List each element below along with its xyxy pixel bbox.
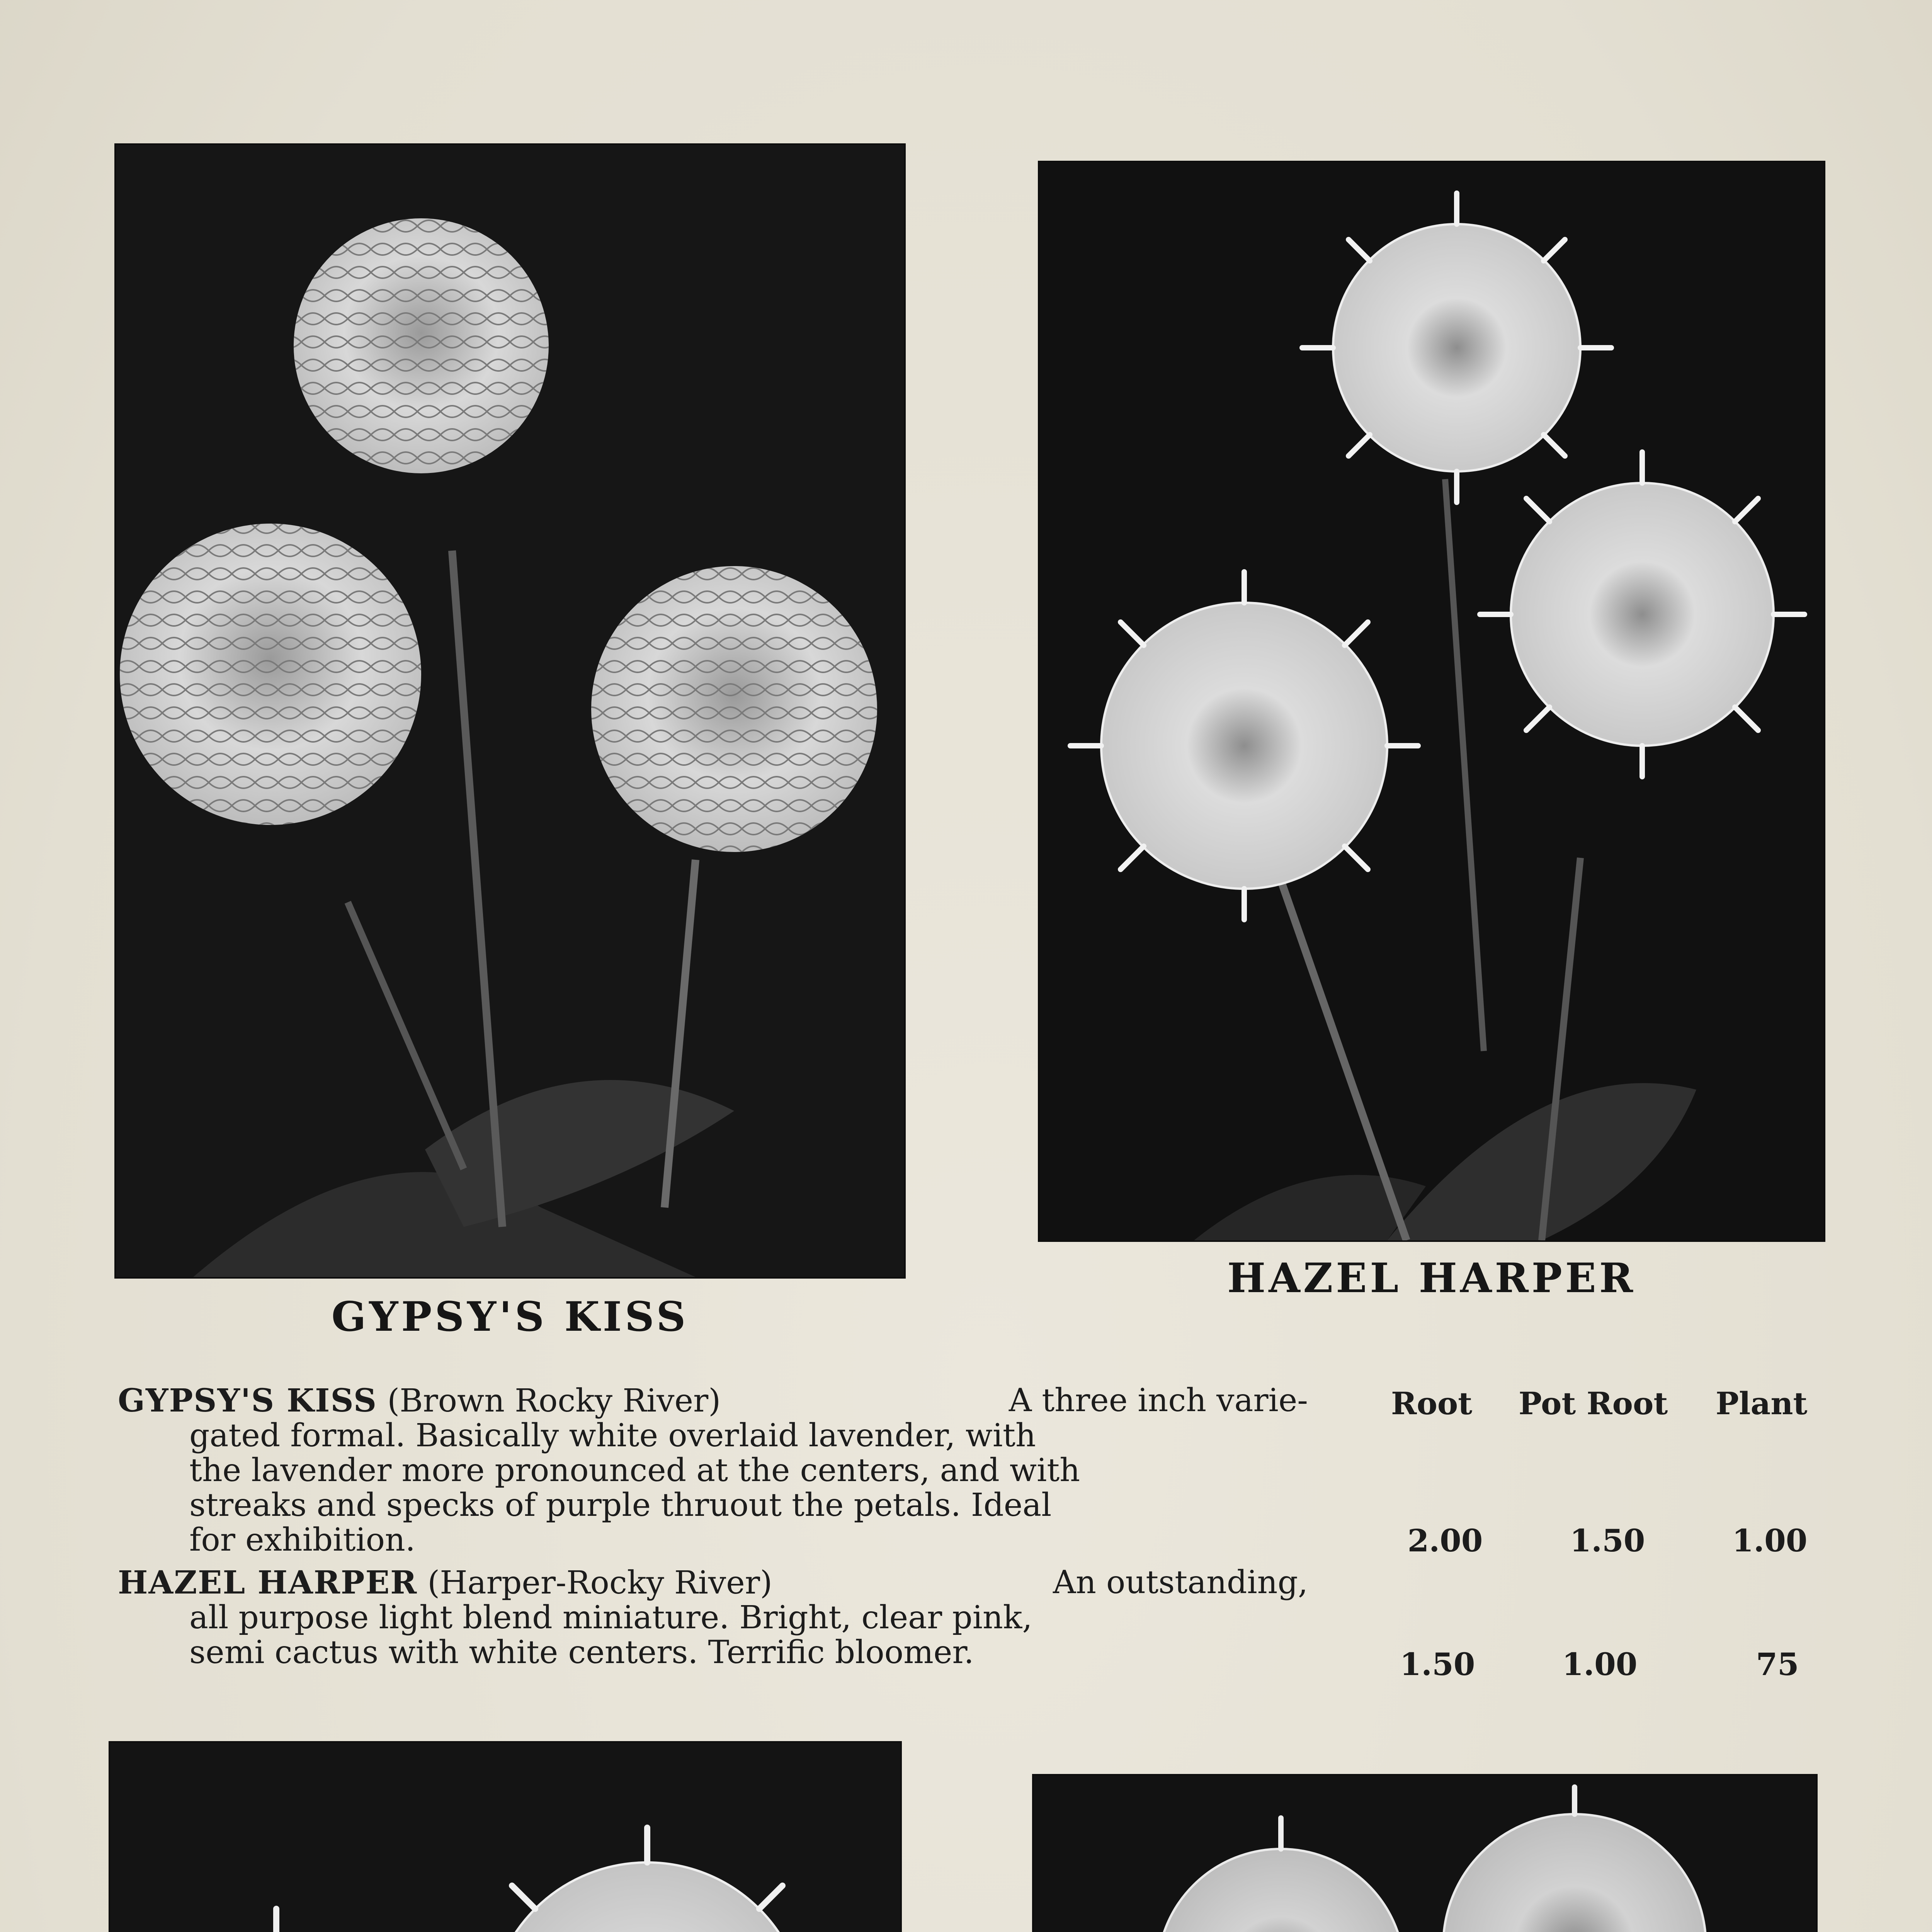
gypsys-kiss-plant-price: 1.00 [1732,1522,1808,1559]
hazel-harper-caption: HAZEL HARPER [1227,1254,1636,1302]
gypsys-kiss-pot-root-price: 1.50 [1570,1522,1645,1559]
hazel-harper-root-price: 1.50 [1400,1646,1475,1682]
little-linda-photo [1034,1776,1816,1932]
hazel-harper-origin: (Harper-Rocky River) [427,1565,772,1601]
hazel-harper-photo [1039,162,1824,1240]
gypsys-kiss-origin: (Brown Rocky River) [387,1383,721,1419]
hazel-harper-name: HAZEL HARPER [118,1564,418,1601]
gypsys-kiss-root-price: 2.00 [1407,1522,1483,1559]
hazel-harper-plant-price: 75 [1756,1646,1799,1682]
column-header-root: Root [1391,1385,1473,1422]
hazel-harper-line-3: semi cactus with white centers. Terrific bloomer. [189,1634,974,1671]
gypsys-kiss-caption: GYPSY'S KISS [331,1293,689,1340]
gypsys-kiss-entry [118,1383,1308,1558]
hazel-harper-entry [118,1565,1308,1670]
little-bill-photo [110,1743,900,1932]
variety-descriptions [118,1383,1308,1678]
gypsys-kiss-photo [116,145,904,1277]
gypsys-kiss-line-1: A three inch varie- [1009,1382,1308,1419]
gypsys-kiss-line-5: for exhibition. [189,1522,415,1558]
gypsys-kiss-line-4: streaks and specks of purple thruout the petals. Ideal [189,1487,1052,1524]
gypsys-kiss-line-2: gated formal. Basically white overlaid lavender, with [189,1417,1036,1454]
gypsys-kiss-name: GYPSY'S KISS [118,1382,378,1419]
hazel-harper-pot-root-price: 1.00 [1562,1646,1638,1682]
column-header-plant: Plant [1716,1385,1808,1422]
hazel-harper-line-1: An outstanding, [1053,1564,1308,1601]
hazel-harper-line-2: all purpose light blend miniature. Bright, clear pink, [189,1599,1032,1636]
gypsys-kiss-line-3: the lavender more pronounced at the centers, and with [189,1452,1080,1489]
column-header-pot-root: Pot Root [1519,1385,1668,1422]
